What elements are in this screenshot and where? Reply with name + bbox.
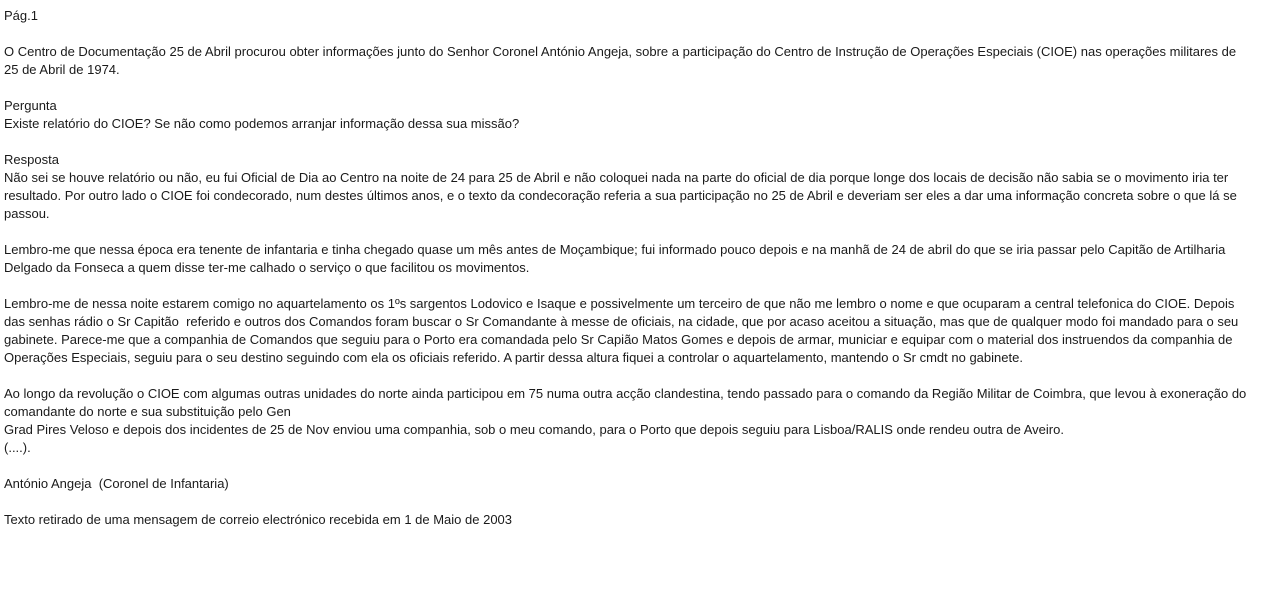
answer-paragraph-4-line-2: Grad Pires Veloso e depois dos incidentes de 25 de Nov enviou uma companhia, sob o meu comando, para o Porto que depois seguiu para Lisboa/RALIS onde rendeu outra de Aveiro. bbox=[4, 422, 1064, 437]
question-text: Existe relatório do CIOE? Se não como podemos arranjar informação dessa sua missão? bbox=[4, 116, 520, 131]
question-heading: Pergunta bbox=[4, 98, 57, 113]
question-block bbox=[4, 97, 1254, 133]
answer-paragraph-3-block bbox=[4, 295, 1254, 367]
answer-heading: Resposta bbox=[4, 152, 59, 167]
source-note: Texto retirado de uma mensagem de correio electrónico recebida em 1 de Maio de 2003 bbox=[4, 512, 513, 527]
answer-paragraph-4-line-3: (....). bbox=[4, 440, 31, 455]
signature: António Angeja (Coronel de Infantaria) bbox=[4, 476, 229, 491]
answer-paragraph-1: Não sei se houve relatório ou não, eu fui Oficial de Dia ao Centro na noite de 24 para 25 de Abril e não coloquei nada na parte do oficial de dia porque longe dos locais de decisão não sabia se o movimento iria ter resultado. Por outro lado o CIOE foi condecorado, num destes últimos anos, e o texto da condecoração referia a sua participação no 25 de Abril e deveriam ser eles a dar uma informação concreta sobre o que lá se passou. bbox=[4, 170, 1237, 221]
intro-paragraph bbox=[4, 43, 1254, 79]
answer-paragraph-2-block bbox=[4, 241, 1254, 277]
document-page bbox=[4, 7, 1254, 547]
answer-paragraph-3: Lembro-me de nessa noite estarem comigo no aquartelamento os 1ºs sargentos Lodovico e Isaque e possivelmente um terceiro de que não me lembro o nome e que ocuparam a central telefonica do CIOE. Depois das senhas rádio o Sr Capitão referido e outros dos Comandos foram buscar o Sr Comandante à messe de oficiais, na cidade, que por acaso aceitou a situação, mas que de qualquer modo foi mandado para o seu gabinete. Parece-me que a companhia de Comandos que seguiu para o Porto era comandada pelo Sr Capião Matos Gomes e depois de armar, municiar e equipar com o material dos instruendos da companhia de Operações Especiais, seguiu para o seu destino seguindo com ela os oficiais referido. A partir dessa altura fiquei a controlar o aquartelamento, mantendo o Sr cmdt no gabinete. bbox=[4, 296, 1242, 365]
answer-paragraph-4-block bbox=[4, 385, 1254, 457]
page-label-block bbox=[4, 7, 1254, 25]
answer-paragraph-2: Lembro-me que nessa época era tenente de infantaria e tinha chegado quase um mês antes de Moçambique; fui informado pouco depois e na manhã de 24 de abril do que se iria passar pelo Capitão de Artilharia Delgado da Fonseca a quem disse ter-me calhado o serviço o que facilitou os movimentos. bbox=[4, 242, 1226, 275]
page-label: Pág.1 bbox=[4, 8, 38, 23]
intro-text: O Centro de Documentação 25 de Abril procurou obter informações junto do Senhor Coronel António Angeja, sobre a participação do Centro de Instrução de Operações Especiais (CIOE) nas operações militares de 25 de Abril de 1974. bbox=[4, 44, 1237, 77]
answer-block bbox=[4, 151, 1254, 223]
answer-paragraph-4-line-1: Ao longo da revolução o CIOE com algumas outras unidades do norte ainda participou em 75 numa outra acção clandestina, tendo passado para o comando da Região Militar de Coimbra, que levou à exoneração do comandante do norte e sua substituição pelo Gen bbox=[4, 386, 1247, 419]
source-note-block bbox=[4, 511, 1254, 529]
signature-block bbox=[4, 475, 1254, 493]
